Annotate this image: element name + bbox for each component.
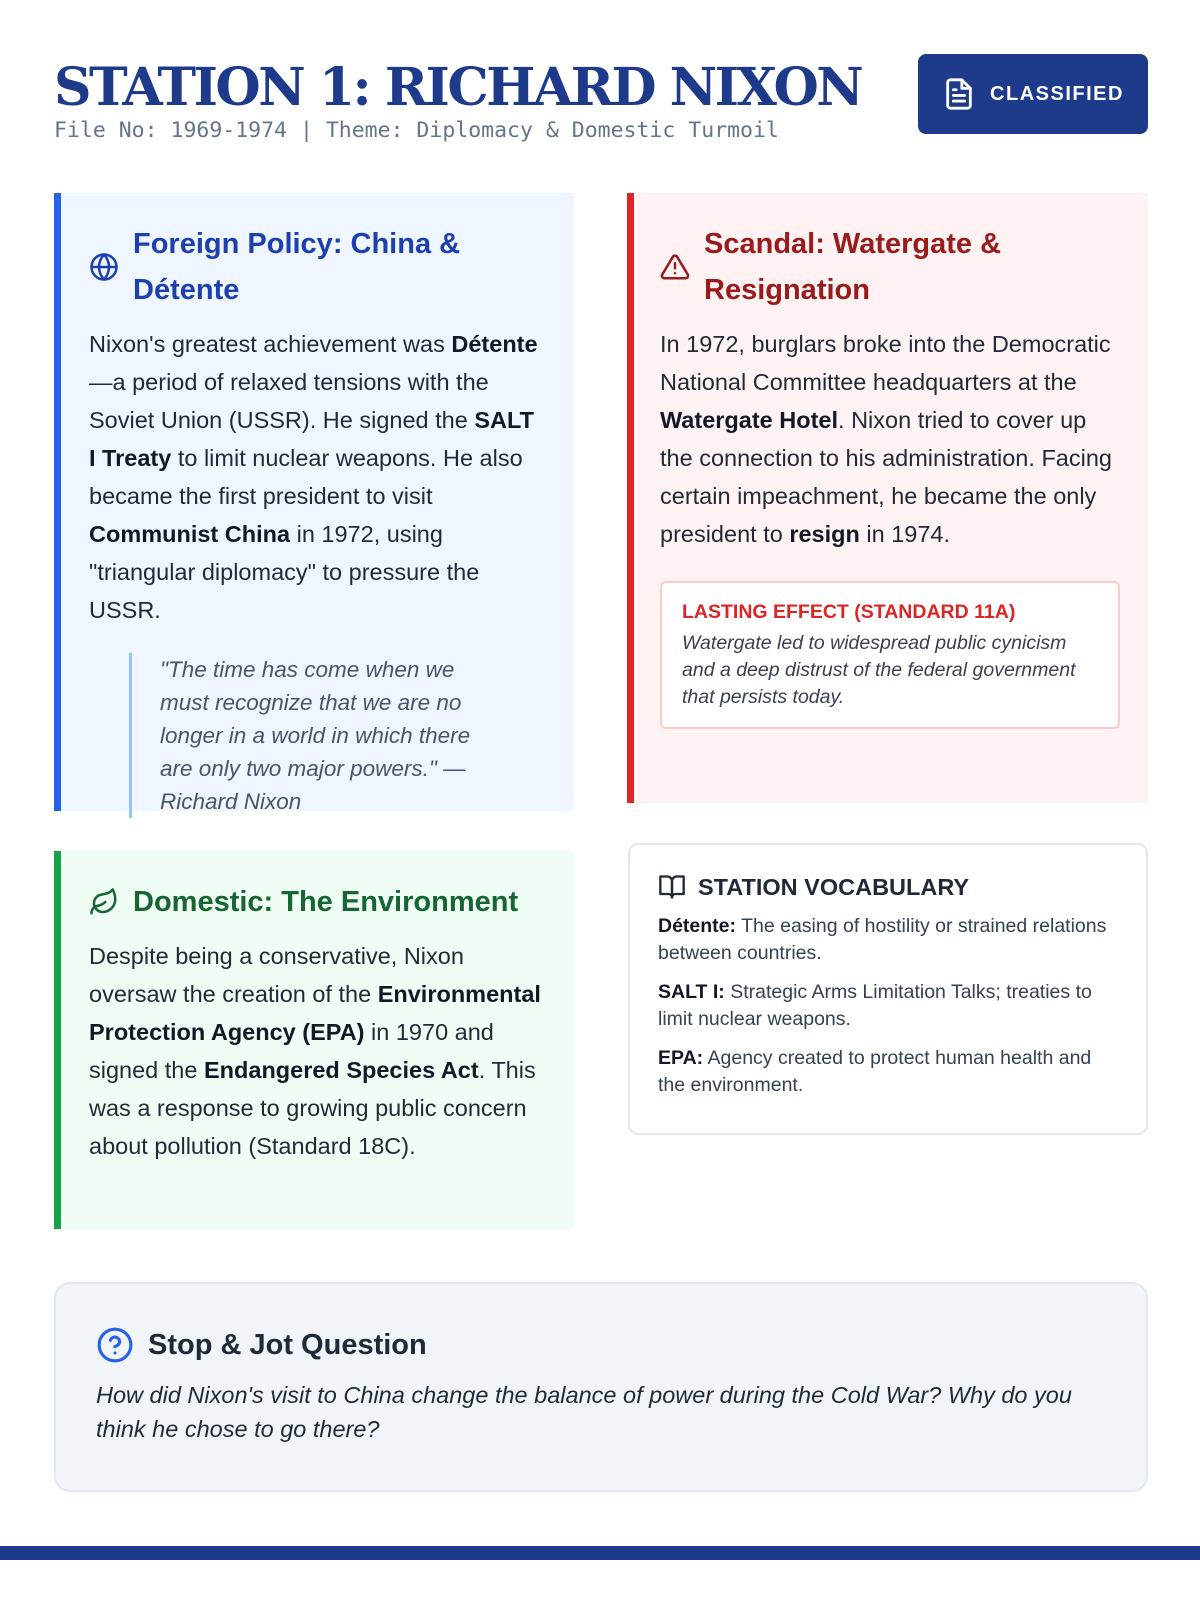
text-segment: in 1970 and signed the: [89, 1019, 494, 1083]
vocabulary-card: [628, 843, 1148, 1135]
question-header: [96, 1326, 1106, 1364]
bold-term: Détente: [451, 331, 538, 357]
stop-and-jot-card: [54, 1282, 1148, 1492]
text-segment: —a period of relaxed tensions with the Soviet Union (USSR). He signed the: [89, 369, 489, 433]
file-number-line: File No: 1969-1974 | Theme: Diplomacy & Domestic Turmoil: [54, 118, 779, 143]
vocabulary-header: [658, 873, 1118, 901]
page-title: STATION 1: RICHARD NIXON: [54, 57, 862, 118]
globe-icon: [89, 252, 119, 282]
text-segment: to limit nuclear weapons. He also became the first president to visit: [89, 445, 523, 509]
bold-term: Environmental Protection Agency (EPA): [89, 981, 541, 1045]
vocab-item-salt: [658, 979, 1118, 1032]
scandal-title: Scandal: Watergate & Resignation: [704, 228, 1002, 306]
footer-bar: [0, 1546, 1200, 1560]
text-segment: in 1974.: [859, 521, 951, 547]
book-icon: [658, 873, 686, 901]
foreign-policy-card: [54, 193, 574, 814]
domestic-title: Domestic: The Environment: [133, 886, 519, 918]
leaf-icon: [89, 887, 119, 917]
bold-term: resign: [789, 521, 860, 547]
text-segment: in 1972, using "triangular diplomacy" to pressure the USSR.: [89, 521, 480, 623]
scandal-body: [660, 325, 1120, 553]
text-segment: Nixon's greatest achievement was: [89, 331, 452, 357]
text-segment: . Nixon tried to cover up the connection to his administration. Facing certain impeachment, he became the only president to: [660, 407, 1112, 547]
domestic-body: [89, 937, 546, 1165]
domestic-header: [89, 879, 546, 925]
vocab-term: Détente:: [658, 915, 737, 937]
warning-icon: [660, 252, 690, 282]
vocab-definition: The easing of hostility or strained relations between countries.: [658, 915, 1107, 964]
vocab-term: EPA:: [658, 1047, 704, 1069]
foreign-policy-header: [89, 221, 546, 313]
question-circle-icon: [96, 1326, 134, 1364]
bold-term: Communist China: [89, 521, 291, 547]
vocab-definition: Agency created to protect human health and the environment.: [658, 1047, 1092, 1096]
domestic-card: [54, 851, 574, 1229]
scandal-header: [660, 221, 1120, 313]
vocab-item-detente: [658, 913, 1118, 966]
classified-label: CLASSIFIED: [990, 82, 1124, 105]
vocab-item-epa: [658, 1045, 1118, 1098]
foreign-policy-title: Foreign Policy: China & Détente: [133, 228, 461, 306]
question-text: How did Nixon's visit to China change the balance of power during the Cold War? Why do you think he chose to go there?: [96, 1382, 1072, 1442]
bold-term: Watergate Hotel: [660, 407, 839, 433]
page-header: [54, 52, 1148, 162]
lasting-effect-text: Watergate led to widespread public cynicism and a deep distrust of the federal government that persists today.: [682, 632, 1076, 708]
scandal-card: [627, 193, 1148, 803]
lasting-effect-label: LASTING EFFECT (STANDARD 11A): [682, 601, 1016, 623]
vocab-definition: Strategic Arms Limitation Talks; treaties to limit nuclear weapons.: [658, 981, 1092, 1030]
bold-term: Endangered Species Act: [203, 1057, 479, 1083]
question-title: Stop & Jot Question: [148, 1328, 427, 1361]
document-icon: [942, 77, 976, 111]
nixon-quote: "The time has come when we must recognize that we are no longer in a world in which there are only two major powers." — Richard Nixon: [129, 653, 506, 818]
foreign-policy-body: [89, 325, 546, 629]
text-segment: . This was a response to growing public concern about pollution (Standard 18C).: [89, 1057, 536, 1159]
vocabulary-list: [658, 913, 1118, 1098]
lasting-effect-box: [660, 581, 1120, 729]
vocabulary-title: STATION VOCABULARY: [698, 873, 970, 900]
classified-badge: [918, 54, 1148, 134]
text-segment: Despite being a conservative, Nixon oversaw the creation of the: [89, 943, 464, 1007]
text-segment: In 1972, burglars broke into the Democratic National Committee headquarters at the: [660, 331, 1111, 395]
vocab-term: SALT I:: [658, 981, 725, 1003]
bold-term: SALT I Treaty: [89, 407, 534, 471]
